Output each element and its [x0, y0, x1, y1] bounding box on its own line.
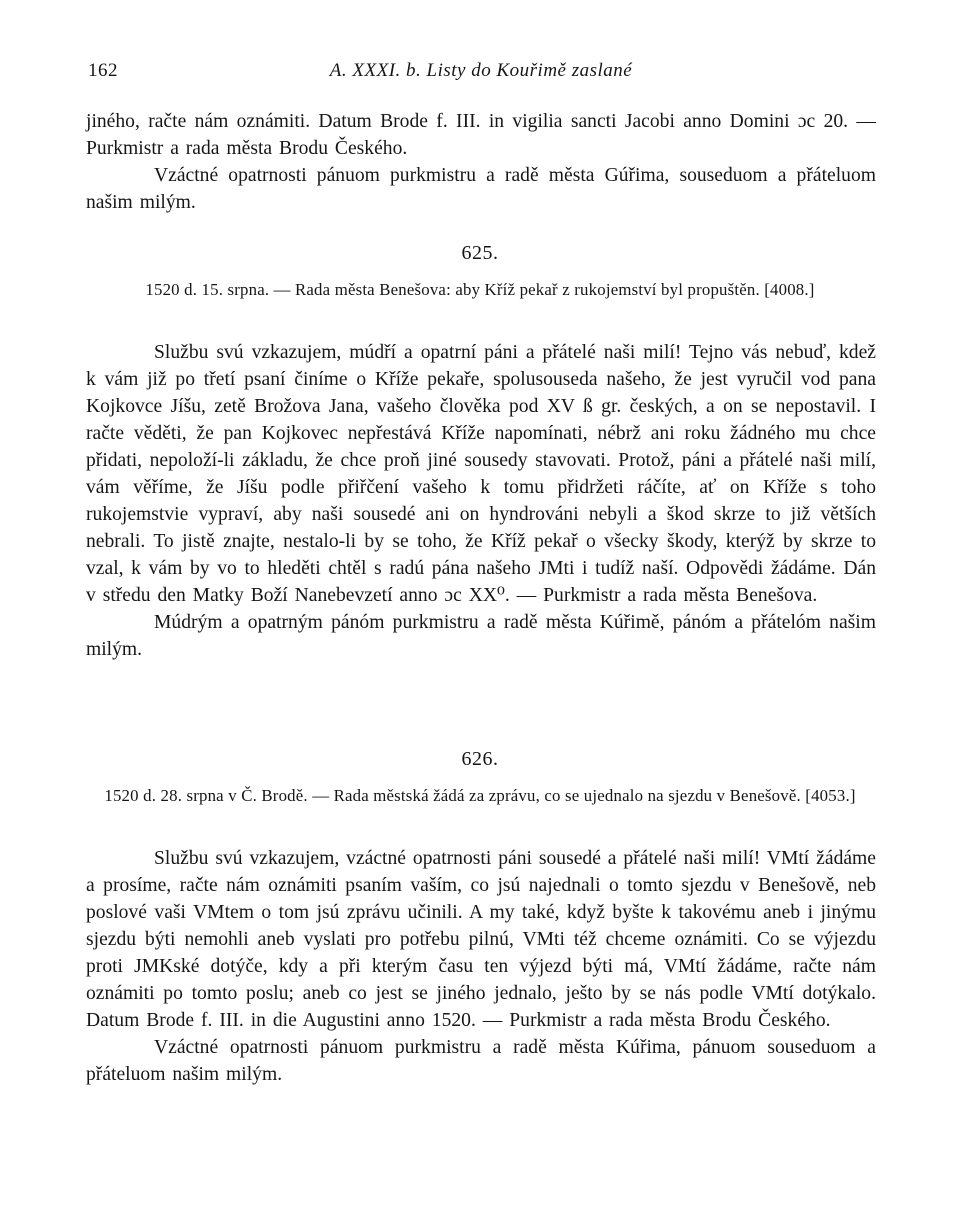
continuation-text: jiného, račte nám oznámiti. Datum Brode f. III. in vigilia sancti Jacobi anno Domini ɔc 20. — Purkmistr a rada města Brodu Českého.: [86, 111, 876, 159]
document-number: 625.: [461, 242, 499, 264]
page-number: 162: [88, 60, 118, 81]
document-address: Vzáctné opatrnosti pánuom purkmistru a radě města Kúřima, pánuom souseduom a přáteluom našim milým.: [86, 1037, 876, 1085]
running-title: A. XXXI. b. Listy do Kouřimě zaslané: [329, 60, 633, 81]
continuation-block: [86, 108, 876, 216]
document-regest: 1520 d. 15. srpna. — Rada města Benešova: aby Kříž pekař z rukojemství byl propuštěn. [4008.]: [145, 280, 815, 299]
page-header: [88, 60, 874, 90]
document-body: Službu svú vzkazujem, múdří a opatrní páni a přátelé naši milí! Tejno vás nebuď, kdež k vám již po třetí psaní činíme o Kříže pekaře, spolusouseda našeho, že jest vyručil vod pana Kojkovce Jíšu, zetě Brožova Jana, vašeho člověka pod XV ß gr. českých, a on se nepostavil. I račte věděti, že pan Kojkovec nepřestává Kříže napomínati, nébrž ani roku žádného mu chce přidati, nepoloží-li základu, že chce proň jiné sousedy stavovati. Protož, páni a přátelé naši milí, vám věříme, že Jíšu podle přiřčení vašeho k tomu přidržeti ráčíte, ať on Kříže s toho rukojemstvie vypraví, aby naši sousedé ani on hyndrováni nebyli a škod skrze to již větších nebrali. To jistě znajte, nestalo-li by se toho, že Kříž pekař o všecky škody, kterýž by skrze to vzal, k vám by vo to hleděti chtěl s radú pána našeho JMti i tudíž naší. Odpovědi žádáme. Dán v středu den Matky Boží Nanebevzetí anno ɔc XX⁰. — Purkmistr a rada města Benešova.: [86, 342, 876, 606]
document-address: Múdrým a opatrným pánóm purkmistru a radě města Kúřimě, pánóm a přátelóm našim milým.: [86, 612, 876, 660]
document-body-block: [86, 845, 876, 1088]
document-body-block: [86, 339, 876, 663]
document-regest: 1520 d. 28. srpna v Č. Brodě. — Rada městská žádá za zprávu, co se ujednalo na sjezdu v Benešově. [4053.]: [104, 786, 856, 805]
continuation-address: Vzáctné opatrnosti pánuom purkmistru a radě města Gúřima, souseduom a přáteluom našim milým.: [86, 165, 876, 213]
document-body: Službu svú vzkazujem, vzáctné opatrnosti páni sousedé a přátelé naši milí! VMtí žádáme a prosíme, račte nám oznámiti psaním vaším, co jsú najednali o tomto sjezdu v Benešově, neb poslové vaši VMtem o tom jsú zprávu učinili. A my také, když byšte k takovému aneb i jinýmu sjezdu býti nemohli aneb vyslati pro potřebu pilnú, VMti též chceme oznámiti. Co se výjezdu proti JMKské dotýče, kdy a při kterým času ten výjezd býti má, VMtí žádáme, račte nám oznámiti po tomto poslu; aneb co jest se jiného jednalo, ješto by se nás podle VMtí dotýkalo. Datum Brode f. III. in die Augustini anno 1520. — Purkmistr a rada města Brodu Českého.: [86, 848, 876, 1031]
document-number: 626.: [461, 748, 499, 770]
